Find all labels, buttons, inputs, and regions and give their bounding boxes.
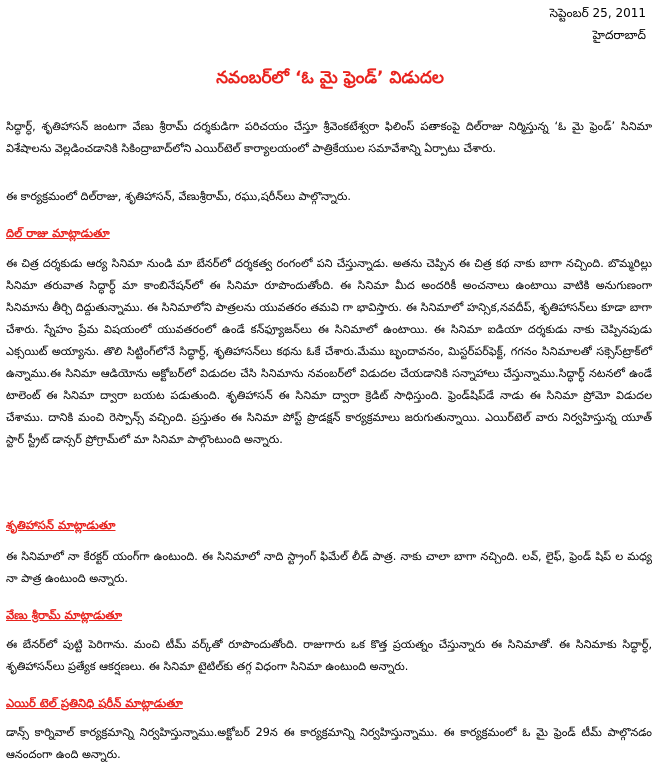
- article-place: హైదరాబాద్: [592, 28, 646, 42]
- section-heading-shruti-haasan: శృతిహాసన్ మాట్లాడుతూ: [6, 518, 116, 532]
- section-heading-venu-sriram: వేణు శ్రీరామ్ మాట్లాడుతూ: [6, 608, 123, 622]
- section-text-dil-raju: ఈ చిత్ర దర్శకుడు ఆర్య సినిమా నుండి మా బేనర్‌లో దర్శకత్వ రంగంలో పని చేస్తున్నాడు. అతను చెప్పిన ఈ చిత్ర కథ నాకు బాగా నచ్చింది. బొమ్మరిల్లు సినిమా తరువాత సిద్ధార్ధ్ మా కాంబినేషన్‌లో ఈ సినిమా రూపొందుతోంది. ఈ సినిమా మీద అందరికీ అంచనాలు ఉంటాయి వాటికి అనుగుణంగా సినిమాను తీర్చి దిద్దుతున్నాము. ఈ సినిమాలోని పాత్రలను యువతరం తమవి గా భావిస్తారు. ఈ సినిమాలో హన్సిక,నవదీప్, శృతిహాసన్‌లు కూడా బాగా చేశారు. స్నేహం ప్రేమ విషయంలో యువతరంలో ఉండే కన్‌ఫ్యూజన్‌లు ఈ సినిమాలో ఉంటాయి. ఈ సినిమా ఐడియా దర్శకుడు నాకు చెప్పినపుడు ఎక్సయిట్ అయ్యాను. తొలి సిట్టింగ్‌లోనే సిద్ధార్ధ్, శృతిహాసన్‌లు కథను ఓకే చేశారు.మేము బృందావనం, మిస్టర్‌పర్‌ఫెక్ట్, గగనం సినిమాలతో సక్సెస్‌ట్రాక్‌లో ఉన్నాము.ఈ సినిమా ఆడియోను అక్టోబర్‌లో విడుదల చేసి సినిమాను నవంబర్‌లో విడుదల చేయడానికి సన్నాహాలు చేస్తున్నాము.సిద్ధార్ధ్ నటనలో ఉండే టాలెంట్ ఈ సినిమా ద్వారా బయట పడుతుంది. శృతిహాసన్ ఈ సినిమా ద్వారా క్రెడిట్ సాధిస్తుంది. ఫ్రెండ్‌షిప్‌డే నాడు ఈ సినిమా ప్రోమో విడుదల చేశాము. దానికి మంచి రెస్పాన్స్ వచ్చింది. ప్రస్తుతం ఈ సినిమా పోస్ట్ ప్రొడక్షన్ కార్యక్రమాలు జరుగుతున్నాయి. ఎయిర్‌టెల్ వారు నిర్వహిస్తున్న యూత్ స్టార్ స్ట్రీట్ డాన్సర్ ప్రోగ్రామ్‌లో మా సినిమా పాల్గొంటుంది అన్నారు.: [6, 257, 652, 446]
- section-text-airtel: డాన్స్ కార్నివాల్ కార్యక్రమాన్ని నిర్వహిస్తున్నాము.అక్టోబర్ 29న ఈ కార్యక్రమాన్ని నిర్వహిస్తున్నాము. ఈ కార్యక్రమంలో ఓ మై ఫ్రెండ్ టీమ్ పాల్గొనడం ఆనందంగా ఉంది అన్నారు.: [6, 726, 652, 761]
- section-text-venu-sriram: ఈ బేనర్‌లో పుట్టి పెరిగాను. మంచి టీమ్ వర్క్‌తో రూపొందుతోంది. రాజుగారు ఒక కొత్త ప్రయత్నం చేస్తున్నారు ఈ సినిమాతో. ఈ సినిమాకు సిద్ధార్ధ్, శృతిహాసన్‌లు ప్రత్యేక ఆకర్షణలు. ఈ సినిమా టైటిల్‌కు తగ్గ విధంగా సినిమా ఉంటుంది అన్నారు.: [6, 638, 652, 673]
- article-title: నవంబర్‌లో ‘ఓ మై ఫ్రెండ్’ విడుదల: [216, 68, 444, 88]
- intro-paragraph: సిద్ధార్ధ్, శృతిహాసన్ జంటగా వేణు శ్రీరామ్ దర్శకుడిగా పరిచయం చేస్తూ శ్రీవెంకటేశ్వరా ఫిలింస్ పతాకంపై దిల్‌రాజు నిర్మిస్తున్న ‘ఓ మై ఫ్రెండ్’ సినిమా విశేషాలను వెల్లడించడానికి సికింద్రాబాద్‌లోని ఎయిర్‌టెల్ కార్యాలయంలో పాత్రికేయుల సమావేశాన్ని ఏర్పాటు చేశారు.: [6, 120, 652, 155]
- attendees-paragraph: ఈ కార్యక్రమంలో దిల్‌రాజు, శృతిహాసన్, వేణుశ్రీరామ్, రఘు,షరీన్‌లు పాల్గొన్నారు.: [6, 190, 351, 203]
- section-heading-airtel: ఎయిర్ టెల్ ప్రతినిధి షరీన్ మాట్లాడుతూ: [6, 696, 183, 710]
- section-text-shruti-haasan: ఈ సినిమాలో నా కేరక్టర్ యంగ్‌గా ఉంటుంది. ఈ సినిమాలో నాది స్ట్రాంగ్ ఫిమేల్ లీడ్ పాత్ర. నాకు చాలా బాగా నచ్చింది. లవ్, లైఫ్, ఫ్రెండ్ షిప్ ల మధ్య నా పాత్ర ఉంటుంది అన్నారు.: [6, 550, 652, 585]
- article-date: సెప్టెంబర్ 25, 2011: [549, 6, 646, 20]
- section-heading-dil-raju: దిల్ రాజు మాట్లాడుతూ: [6, 226, 110, 240]
